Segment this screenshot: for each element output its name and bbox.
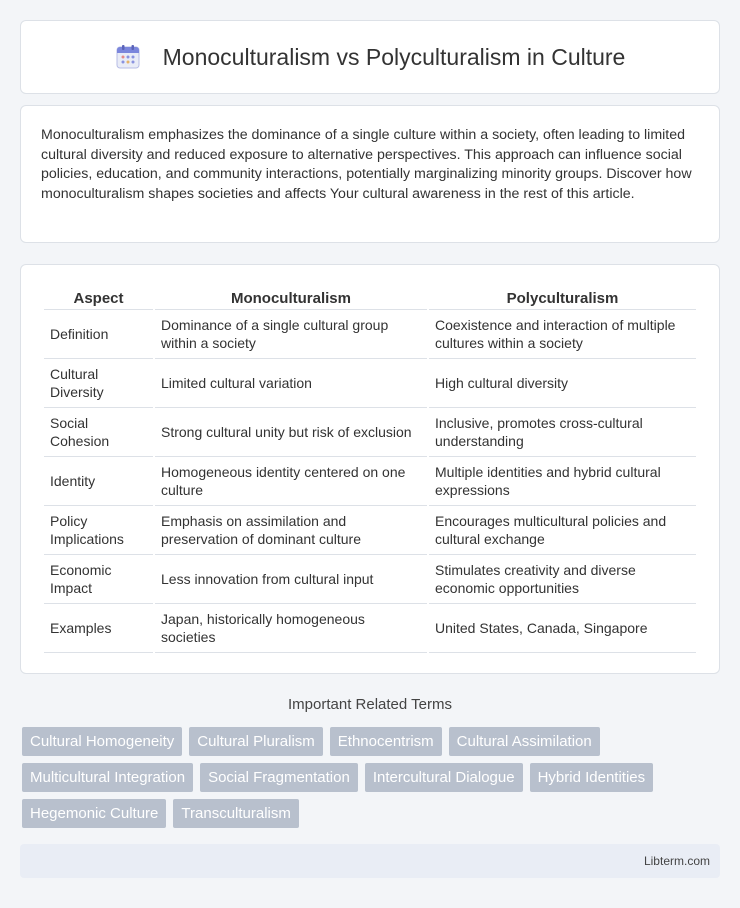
cell-aspect: Cultural Diversity [44,359,153,408]
related-term-tag[interactable]: Cultural Homogeneity [22,727,182,756]
footer-site-link[interactable]: Libterm.com [643,854,710,868]
related-term-tag[interactable]: Hybrid Identities [530,763,654,792]
cell-monoculturalism: Dominance of a single cultural group within a society [155,310,427,359]
header-monoculturalism: Monoculturalism [155,285,427,310]
table-row [44,555,696,604]
cell-monoculturalism: Limited cultural variation [155,359,427,408]
title-card [20,20,720,94]
cell-polyculturalism: Coexistence and interaction of multiple cultures within a society [429,310,696,359]
footer [20,844,720,878]
intro-card [20,105,720,243]
comparison-table-card [20,264,720,674]
table-row [44,408,696,457]
related-term-tag[interactable]: Ethnocentrism [330,727,442,756]
cell-aspect: Identity [44,457,153,506]
header-polyculturalism: Polyculturalism [429,285,696,310]
page-title: Monoculturalism vs Polyculturalism in Culture [162,43,626,70]
related-term-tag[interactable]: Transculturalism [173,799,298,828]
related-term-tag[interactable]: Hegemonic Culture [22,799,166,828]
table-row [44,457,696,506]
cell-polyculturalism: High cultural diversity [429,359,696,408]
cell-polyculturalism: Encourages multicultural policies and cultural exchange [429,506,696,555]
cell-aspect: Economic Impact [44,555,153,604]
cell-aspect: Examples [44,604,153,653]
cell-polyculturalism: United States, Canada, Singapore [429,604,696,653]
related-term-tag[interactable]: Intercultural Dialogue [365,763,523,792]
related-terms-list [22,727,718,828]
header-aspect: Aspect [44,285,153,310]
related-term-tag[interactable]: Cultural Pluralism [189,727,323,756]
table-row [44,310,696,359]
table-row [44,604,696,653]
cell-monoculturalism: Japan, historically homogeneous societies [155,604,427,653]
cell-polyculturalism: Stimulates creativity and diverse economic opportunities [429,555,696,604]
table-header-row [44,285,696,310]
cell-polyculturalism: Inclusive, promotes cross-cultural understanding [429,408,696,457]
comparison-table [42,285,698,653]
cell-monoculturalism: Homogeneous identity centered on one culture [155,457,427,506]
cell-monoculturalism: Emphasis on assimilation and preservation of dominant culture [155,506,427,555]
cell-aspect: Definition [44,310,153,359]
related-terms-title: Important Related Terms [288,696,452,713]
cell-aspect: Policy Implications [44,506,153,555]
related-term-tag[interactable]: Cultural Assimilation [449,727,600,756]
intro-paragraph: Monoculturalism emphasizes the dominance of a single culture within a society, often leading to limited cultural diversity and reduced exposure to alternative perspectives. This approach can influence social policies, education, and community interactions, potentially marginalizing minority groups. Discover how monoculturalism shapes societies and affects Your cultural awareness in the rest of this article. [41,127,692,202]
table-row [44,359,696,408]
cell-polyculturalism: Multiple identities and hybrid cultural expressions [429,457,696,506]
related-term-tag[interactable]: Social Fragmentation [200,763,358,792]
cell-monoculturalism: Less innovation from cultural input [155,555,427,604]
cell-monoculturalism: Strong cultural unity but risk of exclusion [155,408,427,457]
calendar-icon [115,44,141,70]
cell-aspect: Social Cohesion [44,408,153,457]
table-row [44,506,696,555]
related-term-tag[interactable]: Multicultural Integration [22,763,193,792]
